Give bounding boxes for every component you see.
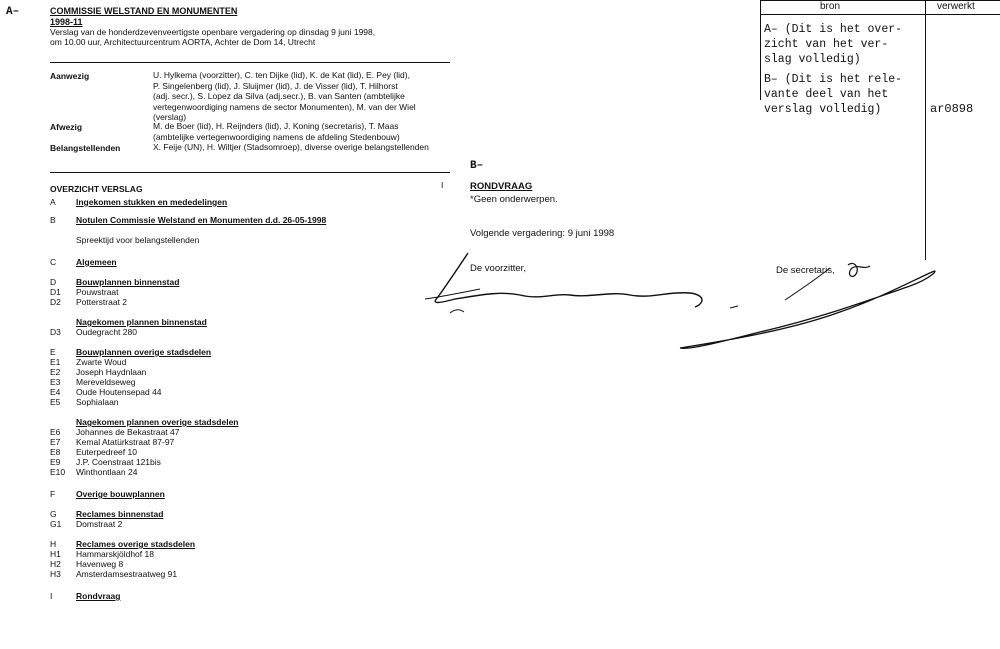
overview-item-code: F (50, 489, 56, 499)
present-label: Aanwezig (50, 71, 90, 81)
present-line: (adj. secr.), S. Lopez da Silva (adj.secr.), B. van Santen (ambtelijke (153, 91, 405, 101)
overview-item-code: G (50, 509, 57, 519)
present-line: (verslag) (153, 112, 187, 122)
rondvraag-marker: I (441, 180, 444, 190)
note-b-line: vante deel van het (764, 88, 889, 101)
overview-item: Oudegracht 280 (76, 327, 137, 337)
overview-section-title: Rondvraag (76, 591, 121, 601)
note-b (764, 72, 902, 117)
overview-item-code: E5 (50, 397, 61, 407)
document-org-title: COMMISSIE WELSTAND EN MONUMENTEN (50, 6, 238, 16)
overview-item-code: D1 (50, 287, 61, 297)
present-line: P. Singelenberg (lid), J. Sluijmer (lid), J. de Visser (lid), T. Hilhorst (153, 80, 398, 91)
overview-title: OVERZICHT VERSLAG (50, 184, 143, 194)
absent-label: Afwezig (50, 122, 83, 132)
absent-line: M. de Boer (lid), H. Reijnders (lid), J. Koning (secretaris), T. Maas (153, 121, 399, 131)
overview-item: Spreektijd voor belangstellenden (76, 235, 200, 245)
rondvraag-text: *Geen onderwerpen. (470, 194, 558, 205)
side-table-left (760, 0, 761, 100)
side-table-header-line (760, 14, 1000, 15)
overview-item: Oude Houtensepad 44 (76, 387, 162, 397)
overview-section-title: Ingekomen stukken en mededelingen (76, 197, 228, 207)
overview-item-code: G1 (50, 519, 62, 529)
secretary-signature (670, 260, 950, 360)
absent-line: (ambtelijke vertegenwoordiging namens de afdeling Stedenbouw) (153, 131, 400, 142)
overview-item-code: E9 (50, 457, 61, 467)
attendance-divider (50, 172, 450, 173)
note-a-line: slag volledig) (764, 53, 861, 66)
overview-item-code: H (50, 539, 57, 549)
overview-item-code: E6 (50, 427, 61, 437)
stakeholders-list: X. Feije (UN), H. Wiltjer (Stadsomroep), diverse overige belangstellenden (153, 142, 429, 152)
present-list (153, 70, 453, 123)
overview-item-code: I (50, 591, 53, 601)
side-table-divider (925, 0, 926, 260)
overview-item-code: E8 (50, 447, 61, 457)
stamp-a-marker: A– (6, 6, 20, 18)
overview-item: Hammarskjöldhof 18 (76, 549, 154, 559)
overview-item-code: A (50, 197, 56, 207)
overview-item: Joseph Haydnlaan (76, 367, 147, 377)
overview-item-code: H3 (50, 569, 61, 579)
overview-section-title: Reclames overige stadsdelen (76, 539, 196, 549)
overview-item-code: E1 (50, 357, 61, 367)
header-line-2: om 10.00 uur, Architectuurcentrum AORTA, Achter de Dom 14, Utrecht (50, 37, 316, 47)
note-b-line: B– (Dit is het rele- (764, 73, 903, 86)
overview-section-title: Reclames binnenstad (76, 509, 164, 519)
overview-section-title: Bouwplannen binnenstad (76, 277, 180, 287)
overview-item-code: E (50, 347, 56, 357)
present-line: vertegenwoordiging namens de sector Monumenten), M. van der Wiel (153, 101, 416, 112)
header-line-1: Verslag van de honderdzevenveertigste openbare vergadering op dinsdag 9 juni 1998, (50, 27, 376, 37)
overview-item-code: E7 (50, 437, 61, 447)
overview-item-code: H2 (50, 559, 61, 569)
rondvraag-title: RONDVRAAG (470, 181, 533, 192)
overview-section-title: Nagekomen plannen overige stadsdelen (76, 417, 239, 427)
overview-item: Havenweg 8 (76, 559, 124, 569)
overview-item-code: E4 (50, 387, 61, 397)
overview-item: Winthontlaan 24 (76, 467, 138, 477)
note-a-line: A– (Dit is het over- (764, 23, 903, 36)
overview-item-code: D3 (50, 327, 61, 337)
overview-section-title: Nagekomen plannen binnenstad (76, 317, 207, 327)
overview-item: Euterpedreef 10 (76, 447, 137, 457)
stakeholders-label: Belangstellenden (50, 143, 121, 153)
overview-section-title: Overige bouwplannen (76, 489, 165, 499)
note-a (764, 22, 902, 67)
overview-item: Pouwstraat (76, 287, 119, 297)
overview-item-code: D (50, 277, 57, 287)
archive-code: ar0898 (930, 102, 974, 116)
overview-item-code: D2 (50, 297, 61, 307)
overview-item: J.P. Coenstraat 121bis (76, 457, 161, 467)
chair-label: De voorzitter, (470, 263, 526, 274)
col-bron: bron (820, 1, 841, 12)
stamp-b-marker: B– (470, 160, 484, 172)
overview-item-code: E3 (50, 377, 61, 387)
overview-item: Potterstraat 2 (76, 297, 128, 307)
overview-section-title: Algemeen (76, 257, 117, 267)
header-divider (50, 62, 450, 63)
overview-section-title: Bouwplannen overige stadsdelen (76, 347, 212, 357)
overview-section-title: Notulen Commissie Welstand en Monumenten d.d. 26-05-1998 (76, 215, 327, 225)
absent-list (153, 121, 453, 142)
overview-item: Amsterdamsestraatweg 91 (76, 569, 178, 579)
overview-item-code: E2 (50, 367, 61, 377)
col-verwerkt: verwerkt (937, 1, 975, 12)
present-line: U. Hylkema (voorzitter), C. ten Dijke (lid), K. de Kat (lid), E. Pey (lid), (153, 70, 410, 80)
note-a-line: zicht van het ver- (764, 38, 889, 51)
overview-item: Mereveldseweg (76, 377, 136, 387)
document-number: 1998-11 (50, 17, 83, 27)
next-meeting: Volgende vergadering: 9 juni 1998 (470, 228, 615, 239)
overview-item: Kemal Atatürkstraat 87-97 (76, 437, 175, 447)
overview-item-code: E10 (50, 467, 66, 477)
secretary-label: De secretaris, (776, 265, 835, 276)
overview-item: Domstraat 2 (76, 519, 123, 529)
overview-item-code: H1 (50, 549, 61, 559)
overview-item-code: C (50, 257, 57, 267)
overview-item: Sophialaan (76, 397, 119, 407)
overview-item: Johannes de Bekastraat 47 (76, 427, 180, 437)
overview-item-code: B (50, 215, 56, 225)
note-b-line: verslag volledig) (764, 103, 882, 116)
overview-item: Zwarte Woud (76, 357, 127, 367)
